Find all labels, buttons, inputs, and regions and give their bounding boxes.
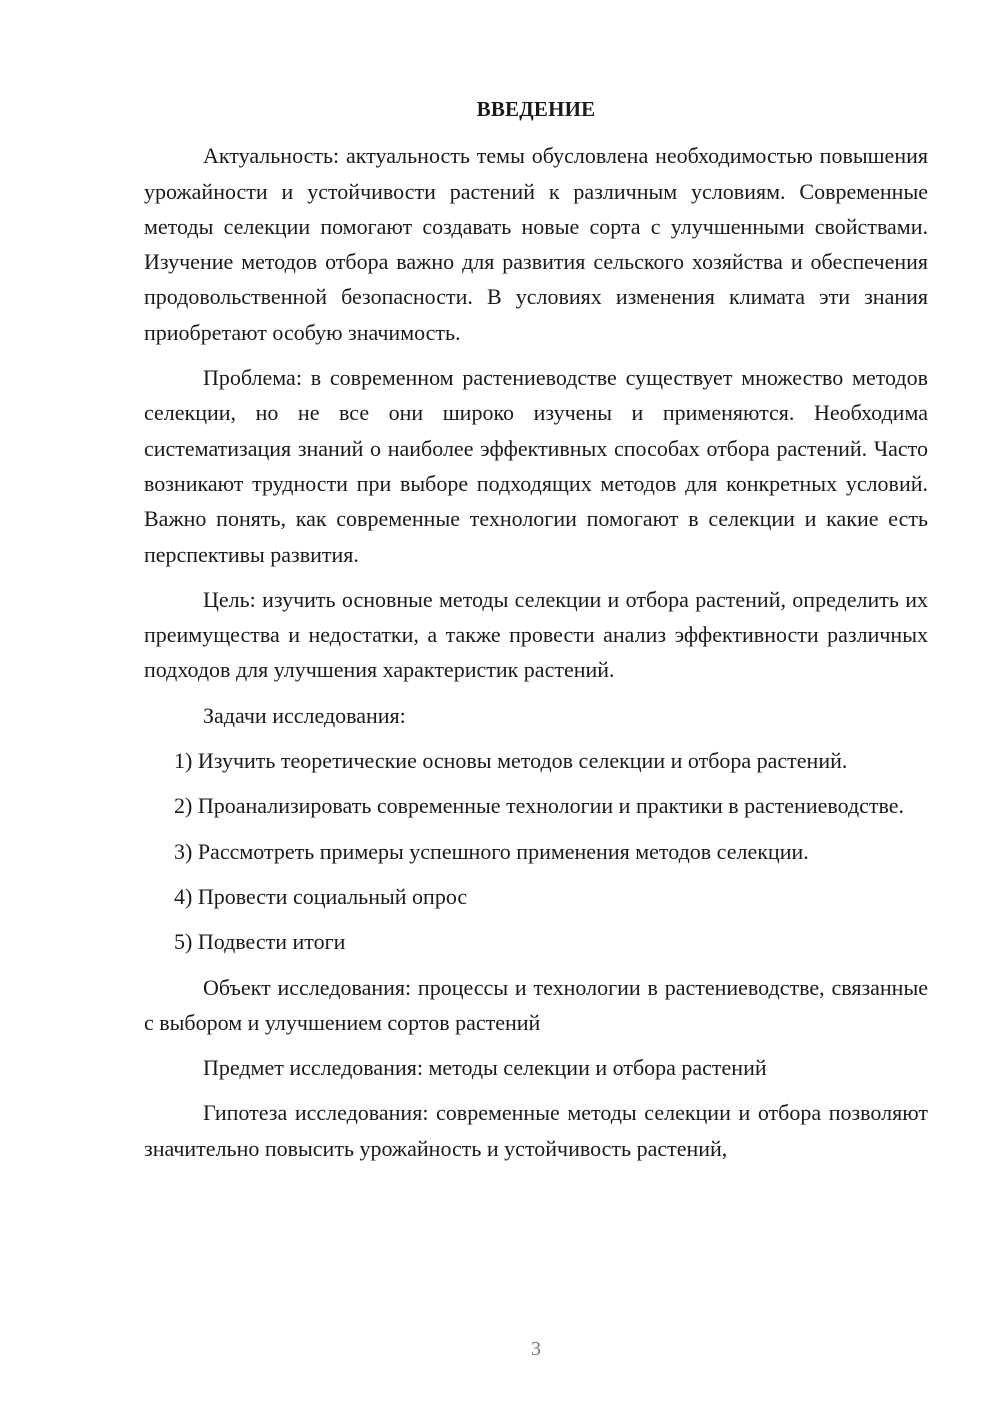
page-content xyxy=(144,92,928,1176)
task-item-3: 3) Рассмотреть примеры успешного применения методов селекции. xyxy=(174,838,809,864)
paragraph-problem: Проблема: в современном растениеводстве существует множество методов селекции, но не все они широко изучены и применяются. Необходима систематизация знаний о наиболее эффективных способах отбора растений. Часто возникают трудности при выборе подходящих методов для конкретных условий. Важно понять, как современные технологии помогают в селекции и какие есть перспективы развития. xyxy=(144,365,928,567)
section-heading: ВВЕДЕНИЕ xyxy=(476,97,596,121)
paragraph-relevance: Актуальность: актуальность темы обусловлена необходимостью повышения урожайности и устойчивости растений к различным условиям. Современные методы селекции помогают создавать новые сорта с улучшенными свойствами. Изучение методов отбора важно для развития сельского хозяйства и обеспечения продовольственной безопасности. В условиях изменения климата эти знания приобретают особую значимость. xyxy=(144,143,928,345)
paragraph-goal: Цель: изучить основные методы селекции и отбора растений, определить их преимущества и недостатки, а также провести анализ эффективности различных подходов для улучшения характеристик растений. xyxy=(144,586,928,683)
task-item-1: 1) Изучить теоретические основы методов селекции и отбора растений. xyxy=(174,748,848,774)
page-number: 3 xyxy=(531,1338,541,1360)
paragraph-hypothesis: Гипотеза исследования: современные методы селекции и отбора позволяют значительно повысить урожайность и устойчивость растений, xyxy=(144,1100,928,1161)
tasks-heading: Задачи исследования: xyxy=(203,702,406,728)
task-item-4: 4) Провести социальный опрос xyxy=(174,883,468,909)
paragraph-object: Объект исследования: процессы и технологии в растениеводстве, связанные с выбором и улучшением сортов растений xyxy=(144,974,928,1035)
task-item-5: 5) Подвести итоги xyxy=(174,929,346,955)
paragraph-subject: Предмет исследования: методы селекции и отбора растений xyxy=(203,1055,767,1081)
task-item-2: 2) Проанализировать современные технологии и практики в растениеводстве. xyxy=(174,793,905,819)
